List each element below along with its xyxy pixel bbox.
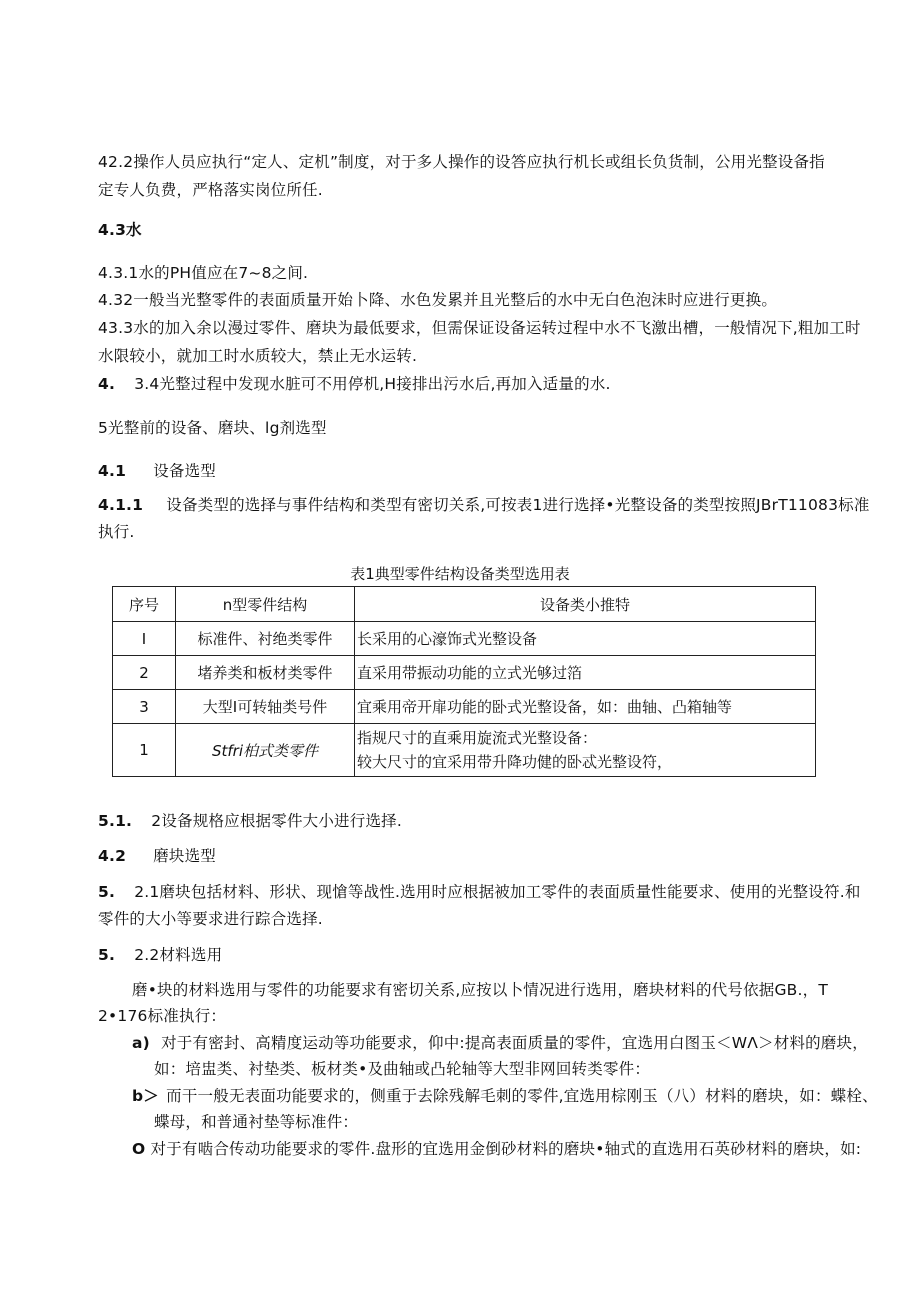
table-row — [113, 622, 816, 656]
para-5-1-2 — [98, 811, 402, 831]
row-equipment: 直采用带振动功能的立式光够过箔 — [355, 656, 816, 690]
heading-4-1-text: 设备选型 — [153, 462, 217, 480]
row-number: 2 — [113, 656, 176, 690]
para-4-3-4 — [98, 374, 611, 394]
list-item-a — [132, 1033, 868, 1053]
header-structure: n型零件结构 — [176, 587, 355, 622]
equipment-selection-table — [112, 586, 816, 777]
row-equipment — [355, 724, 816, 777]
row-number: 3 — [113, 690, 176, 724]
para-intro-line2: 2•176标准执行： — [98, 1007, 227, 1025]
heading-5-2-2-text: 2.2材料选用 — [134, 946, 223, 964]
para-4-3-1: 4.3.1水的PH值应在7~8之间. — [98, 264, 309, 282]
para-intro-line1: 磨•块的材料选用与零件的功能要求有密切关系,应按以卜情况进行选用，磨块材料的代号依据GB.，T — [132, 981, 829, 999]
para-4-1-1-line1 — [98, 495, 870, 515]
list-item-b-text: 而干一般无表面功能要求的，侧重于去除残解毛刺的零件,宜选用棕刚玉（八）材料的磨块，如：蝶栓、 — [166, 1087, 878, 1105]
list-item-a-line2: 如：培盅类、衬垫类、板材类•及曲轴或凸轮轴等大型非网回转类零件： — [154, 1060, 651, 1078]
row-equipment: 宜乘用帝开扉功能的卧式光整设备，如：曲轴、凸箱轴等 — [355, 690, 816, 724]
list-item-b-line2: 蝶母，和普通衬垫等标准件： — [154, 1113, 359, 1131]
table-header-row — [113, 587, 816, 622]
para-4-1-1-line2: 执行. — [98, 523, 135, 541]
list-item-b-marker: b＞ — [132, 1087, 159, 1105]
row-structure: 堵养类和板材类零件 — [176, 656, 355, 690]
list-item-c-text: 对于有啮合传动功能要求的零件.盘形的宜选用金倒砂材料的磨块•轴式的直选用石英砂材料的磨块，如: — [150, 1140, 862, 1158]
para-5-1-2-number: 5.1. — [98, 812, 133, 830]
list-item-a-marker: a) — [132, 1034, 150, 1052]
para-4-1-1-number: 4.1.1 — [98, 496, 144, 514]
list-item-c-marker: O — [132, 1140, 146, 1158]
list-item-c — [132, 1139, 861, 1159]
heading-5: 5光整前的设备、磨块、lg剂选型 — [98, 419, 327, 437]
row-structure: Stfri柏式类零件 — [176, 724, 355, 777]
para-5-2-1-text: 2.1磨块包括材料、形状、现愴等战性.选用时应根据被加工零件的表面质量性能要求、使用的光整设符.和 — [134, 883, 861, 901]
heading-4-1-number: 4.1 — [98, 462, 127, 480]
table-row — [113, 690, 816, 724]
list-item-b — [132, 1086, 878, 1106]
list-item-a-text: 对于有密封、高精度运动等功能要求，仰中:提高表面质量的零件，宜选用白图玉＜WΛ＞材料的磨块， — [161, 1034, 868, 1052]
heading-4-3: 4.3水 — [98, 221, 142, 239]
row-equipment-line: 较大尺寸的宜采用带升降功健的卧忒光整设符， — [357, 753, 673, 771]
para-4-3-4-number: 4. — [98, 375, 116, 393]
para-5-1-2-text: 2设备规格应根据零件大小进行选择. — [151, 812, 402, 830]
header-equipment: 设备类小推特 — [355, 587, 816, 622]
para-5-2-1-line2: 零件的大小等要求进行踪合选择. — [98, 910, 323, 928]
heading-4-2-text: 磨块选型 — [153, 847, 217, 865]
para-4-2-2-line2: 定专人负费，严格落实岗位所任. — [98, 181, 323, 199]
para-4-1-1-text: 设备类型的选择与事件结构和类型有密切关系,可按表1进行选择•光整设备的类型按照JBrT11083标准 — [166, 496, 870, 514]
heading-5-2-2 — [98, 945, 222, 965]
para-5-2-1-line1 — [98, 882, 861, 902]
header-number: 序号 — [113, 587, 176, 622]
table-caption: 表1典型零件结构设备类型选用表 — [350, 565, 570, 583]
row-structure: 大型I可转轴类号件 — [176, 690, 355, 724]
row-number: I — [113, 622, 176, 656]
row-equipment: 长采用的心濠饰式光整设备 — [355, 622, 816, 656]
para-4-2-2-line1: 42.2操作人员应执行“定人、定机”制度，对于多人操作的设答应执行机长或组长负货制，公用光整设备指 — [98, 153, 825, 171]
row-structure: 标准件、衬绝类零件 — [176, 622, 355, 656]
heading-4-2-number: 4.2 — [98, 847, 127, 865]
para-5-2-1-number: 5. — [98, 883, 116, 901]
heading-4-2 — [98, 846, 216, 866]
para-4-3-4-text: 3.4光整过程中发现水脏可不用停机,H接排出污水后,再加入适量的水. — [134, 375, 611, 393]
row-equipment-line: 指规尺寸的直乘用旋流式光整设备： — [357, 729, 598, 747]
table-row — [113, 724, 816, 777]
heading-4-1 — [98, 461, 216, 481]
row-number: 1 — [113, 724, 176, 777]
para-4-3-3-line1: 43.3水的加入余以漫过零件、磨块为最低要求，但需保证设备运转过程中水不飞激出槽，一般情况下,粗加工时 — [98, 319, 861, 337]
heading-5-2-2-number: 5. — [98, 946, 116, 964]
para-4-3-3-line2: 水限较小，就加工时水质较大，禁止无水运转. — [98, 347, 418, 365]
para-4-3-2: 4.32一般当光整零件的表面质量开始卜降、水色发累并且光整后的水中无白色泡沫时应进行更换。 — [98, 291, 778, 309]
table-row — [113, 656, 816, 690]
